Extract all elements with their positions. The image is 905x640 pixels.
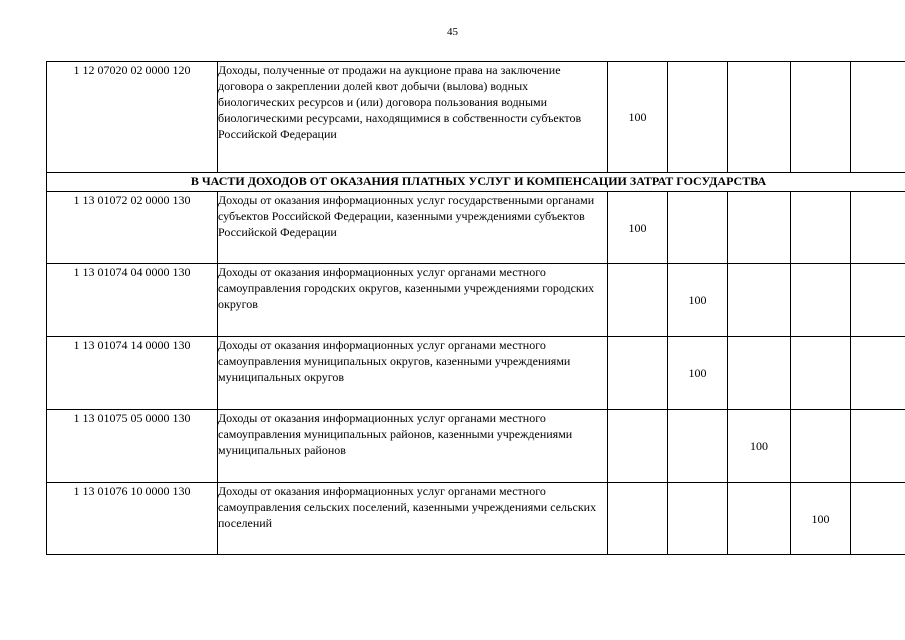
row-value: 100 xyxy=(668,337,728,410)
table-row xyxy=(47,264,905,337)
table-row xyxy=(47,337,905,410)
row-value: 100 xyxy=(668,264,728,337)
section-header-row xyxy=(47,173,905,192)
row-value xyxy=(791,264,851,337)
row-value xyxy=(851,337,905,410)
row-value xyxy=(728,192,791,264)
revenue-table xyxy=(46,61,905,555)
row-value xyxy=(668,483,728,555)
row-value xyxy=(608,410,668,483)
table-row xyxy=(47,410,905,483)
row-value xyxy=(851,62,905,173)
row-name: Доходы от оказания информационных услуг органами местного самоуправления сельских поселений, казенными учреждениями сельских поселений xyxy=(218,483,608,555)
row-value xyxy=(851,264,905,337)
row-value xyxy=(608,337,668,410)
row-value xyxy=(728,337,791,410)
row-value xyxy=(851,410,905,483)
row-code: 1 13 01074 04 0000 130 xyxy=(47,264,218,337)
row-value xyxy=(668,62,728,173)
row-value xyxy=(791,410,851,483)
row-value xyxy=(791,337,851,410)
row-value xyxy=(668,410,728,483)
table-row xyxy=(47,483,905,555)
row-value xyxy=(608,264,668,337)
row-name: Доходы от оказания информационных услуг органами местного самоуправления муниципальных округов, казенными учреждениями муниципальных округов xyxy=(218,337,608,410)
row-code: 1 13 01074 14 0000 130 xyxy=(47,337,218,410)
section-header: В ЧАСТИ ДОХОДОВ ОТ ОКАЗАНИЯ ПЛАТНЫХ УСЛУГ И КОМПЕНСАЦИИ ЗАТРАТ ГОСУДАРСТВА xyxy=(47,173,905,192)
page-number: 45 xyxy=(447,26,458,38)
row-value xyxy=(791,62,851,173)
row-value: 100 xyxy=(608,192,668,264)
row-value xyxy=(728,264,791,337)
row-name: Доходы от оказания информационных услуг органами местного самоуправления муниципальных районов, казенными учреждениями муниципальных районов xyxy=(218,410,608,483)
table-row xyxy=(47,62,905,173)
row-name: Доходы от оказания информационных услуг органами местного самоуправления городских округов, казенными учреждениями городских округов xyxy=(218,264,608,337)
row-code: 1 13 01076 10 0000 130 xyxy=(47,483,218,555)
row-value xyxy=(728,62,791,173)
row-value xyxy=(851,192,905,264)
row-value xyxy=(608,483,668,555)
row-value: 100 xyxy=(728,410,791,483)
row-value xyxy=(851,483,905,555)
row-code: 1 13 01072 02 0000 130 xyxy=(47,192,218,264)
row-name: Доходы, полученные от продажи на аукционе права на заключение договора о закреплении долей квот добычи (вылова) водных биологических ресурсов и (или) договора пользования водными биологическими ресурсами, находящимися в собственности субъектов Российской Федерации xyxy=(218,62,608,173)
row-value xyxy=(791,192,851,264)
row-name: Доходы от оказания информационных услуг государственными органами субъектов Российской Федерации, казенными учреждениями субъектов Российской Федерации xyxy=(218,192,608,264)
table-row xyxy=(47,192,905,264)
row-value: 100 xyxy=(608,62,668,173)
row-value xyxy=(668,192,728,264)
row-code: 1 13 01075 05 0000 130 xyxy=(47,410,218,483)
row-code: 1 12 07020 02 0000 120 xyxy=(47,62,218,173)
row-value: 100 xyxy=(791,483,851,555)
row-value xyxy=(728,483,791,555)
